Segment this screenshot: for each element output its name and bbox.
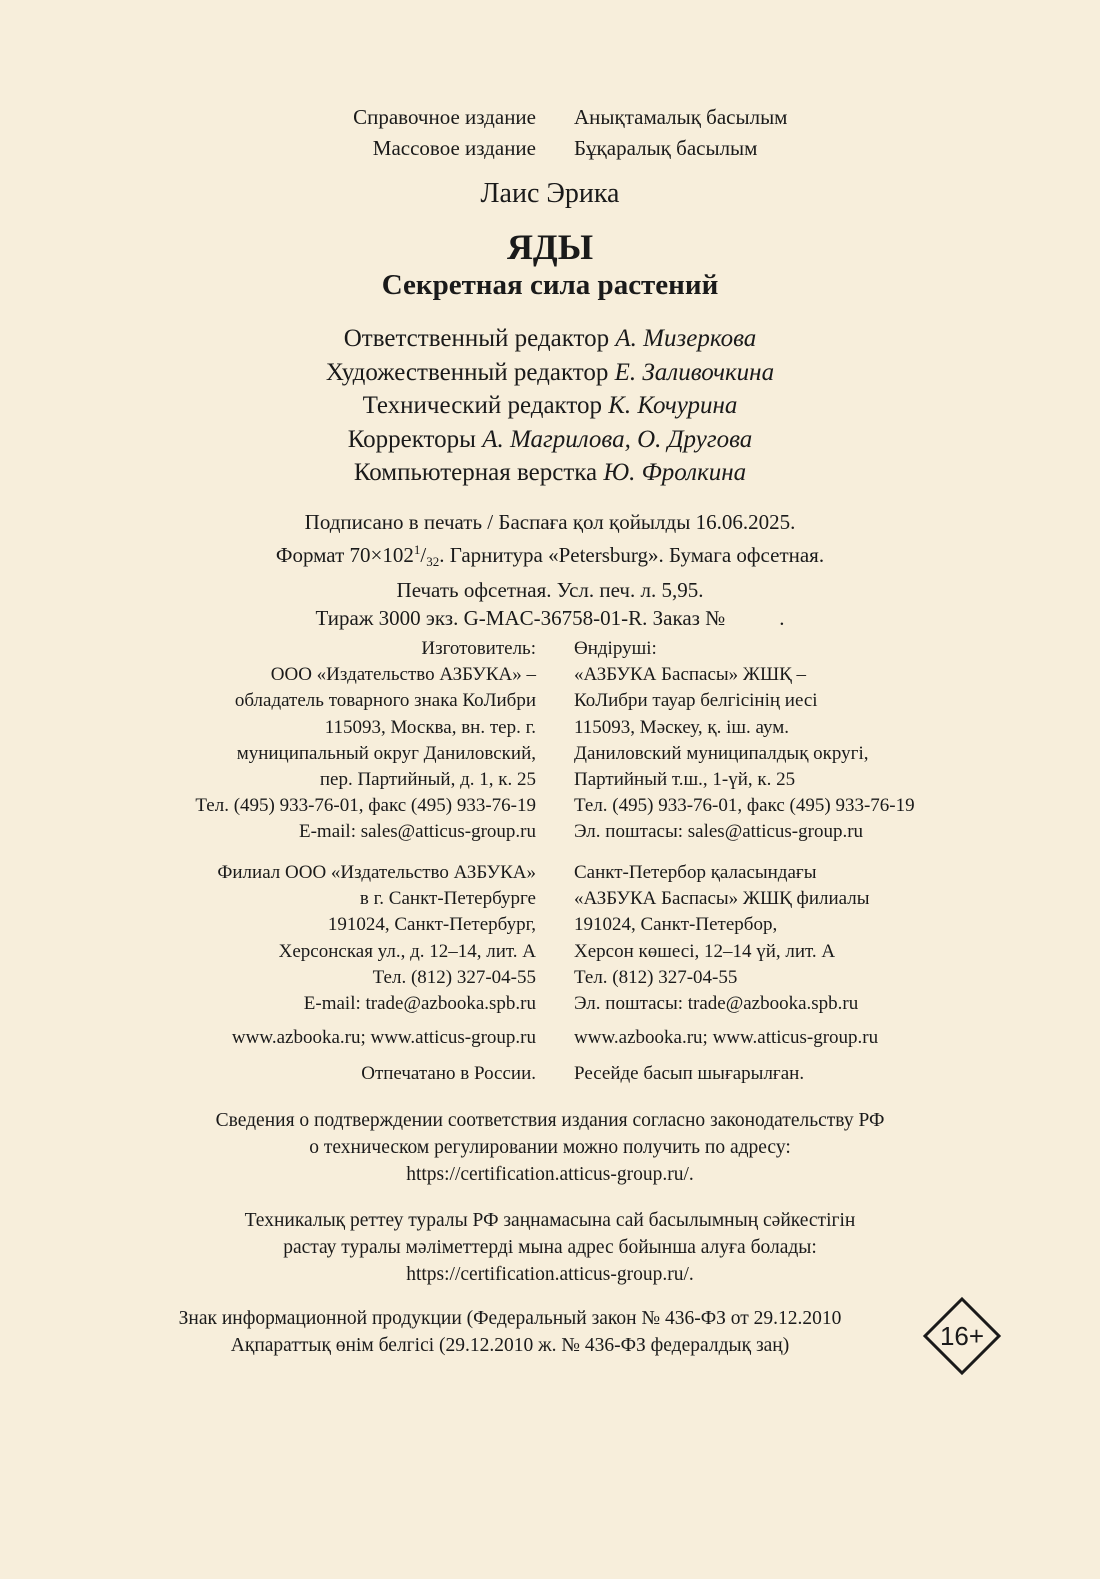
certification-kz: Техникалық реттеу туралы РФ заңнамасына сай басылымның сәйкестігін растау туралы мәліметтерді мына адрес бойынша алуға болады: https://certification.atticus-group.ru/. (0, 1207, 1100, 1288)
manufacturer-kz: Өндіруші: «АЗБУКА Баспасы» ЖШҚ – КоЛибри тауар белгісінің иесі 115093, Мәскеу, қ. іш. аум. Даниловский муниципалдық округі, Партийный т.ш., 1-үй, к. 25 Тел. (495) 933-76-01, факс (495) 933-76-19 Эл. поштасы: sales@atticus-group.ru (536, 636, 1074, 846)
printed-in-ru: Отпечатано в России. (361, 1063, 536, 1084)
print-method: Печать офсетная. Усл. печ. л. 5,95. (396, 578, 704, 602)
credit-name: А. Мизеркова (615, 325, 757, 352)
certification-ru: Сведения о подтверждении соответствия издания согласно законодательству РФ о техническом регулировании можно получить по адресу: https://certification.atticus-group.ru/. (0, 1107, 1100, 1188)
edition-mass-row (0, 133, 1100, 164)
age-rating-label: 16+ (939, 1321, 985, 1351)
credit-name: Ю. Фролкина (603, 459, 747, 486)
credits (0, 322, 1100, 490)
book-subtitle: Секретная сила растений (381, 269, 719, 301)
credit-line (0, 322, 1100, 356)
websites-kz: www.azbooka.ru; www.atticus-group.ru (574, 1027, 879, 1048)
branch-block (0, 860, 1100, 1017)
info-product-sign: Знак информационной продукции (Федеральный закон № 436-ФЗ от 29.12.2010 Ақпараттық өнім белгісі (29.12.2010 ж. № 436-ФЗ федералдық заң) (178, 1308, 842, 1356)
age-rating-badge (922, 1296, 1002, 1376)
edition-type-ru: Справочное издание (353, 105, 536, 129)
printed-in-row (0, 1061, 1100, 1087)
manufacturer-block (0, 636, 1100, 846)
signed-to-print: Подписано в печать / Баспаға қол қойылды 16.06.2025. (304, 510, 796, 534)
print-run: Тираж 3000 экз. G-MAC-36758-01-R. Заказ № . (315, 606, 785, 630)
credit-line (0, 389, 1100, 423)
credit-name: Е. Заливочкина (614, 358, 775, 386)
print-details (0, 508, 1100, 632)
credit-role: Компьютерная верстка (353, 459, 598, 486)
email-link: E-mail: sales@atticus-group.ru (299, 821, 536, 843)
certification-url: https://certification.atticus-group.ru/. (406, 1264, 694, 1285)
edition-type-row (0, 102, 1100, 133)
credit-line (0, 356, 1100, 390)
credit-name: А. Магрилова, О. Другова (482, 425, 753, 453)
branch-ru: Филиал ООО «Издательство АЗБУКА» в г. Санкт-Петербурге 191024, Санкт-Петербург, Херсонская ул., д. 12–14, лит. А Тел. (812) 327-04-55 E-mail: trade@azbooka.spb.ru (0, 860, 536, 1017)
credit-name: К. Кочурина (608, 392, 738, 419)
manufacturer-ru: Изготовитель: ООО «Издательство АЗБУКА» – обладатель товарного знака КоЛибри 115093, Москва, вн. тер. г. муниципальный округ Даниловский, пер. Партийный, д. 1, к. 25 Тел. (495) 933-76-01, факс (495) 933-76-19 E-mail: sales@atticus-group.ru (0, 636, 536, 846)
branch-kz: Санкт-Петербор қаласындағы «АЗБУКА Баспасы» ЖШҚ филиалы 191024, Санкт-Петербор, Херсон көшесі, 12–14 үй, лит. А Тел. (812) 327-04-55 Эл. поштасы: trade@azbooka.spb.ru (536, 860, 1074, 1017)
credit-role: Ответственный редактор (343, 325, 610, 352)
certification-url: https://certification.atticus-group.ru/. (406, 1164, 694, 1185)
email-link: E-mail: trade@azbooka.spb.ru (303, 993, 536, 1015)
websites-row (0, 1025, 1100, 1051)
author: Лаис Эрика (480, 178, 620, 209)
edition-mass-kz: Бұқаралық басылым (574, 136, 758, 160)
credit-line (0, 423, 1100, 457)
credit-role: Художественный редактор (325, 358, 609, 386)
credit-line (0, 456, 1100, 490)
email-link: Эл. поштасы: trade@azbooka.spb.ru (574, 993, 859, 1015)
websites-ru: www.azbooka.ru; www.atticus-group.ru (231, 1027, 536, 1048)
credit-role: Технический редактор (362, 392, 602, 419)
printed-in-kz: Ресейде басып шығарылған. (574, 1063, 805, 1084)
email-link: Эл. поштасы: sales@atticus-group.ru (574, 821, 864, 843)
book-title: ЯДЫ (506, 227, 594, 267)
credit-role: Корректоры (347, 425, 476, 453)
format-line: Формат $70\times 102^1/_{32}$. Гарнитура «Petersburg». Бумага офсетная. (275, 542, 825, 569)
edition-mass-ru: Массовое издание (372, 136, 536, 160)
edition-type-kz: Анықтамалық басылым (574, 105, 788, 129)
